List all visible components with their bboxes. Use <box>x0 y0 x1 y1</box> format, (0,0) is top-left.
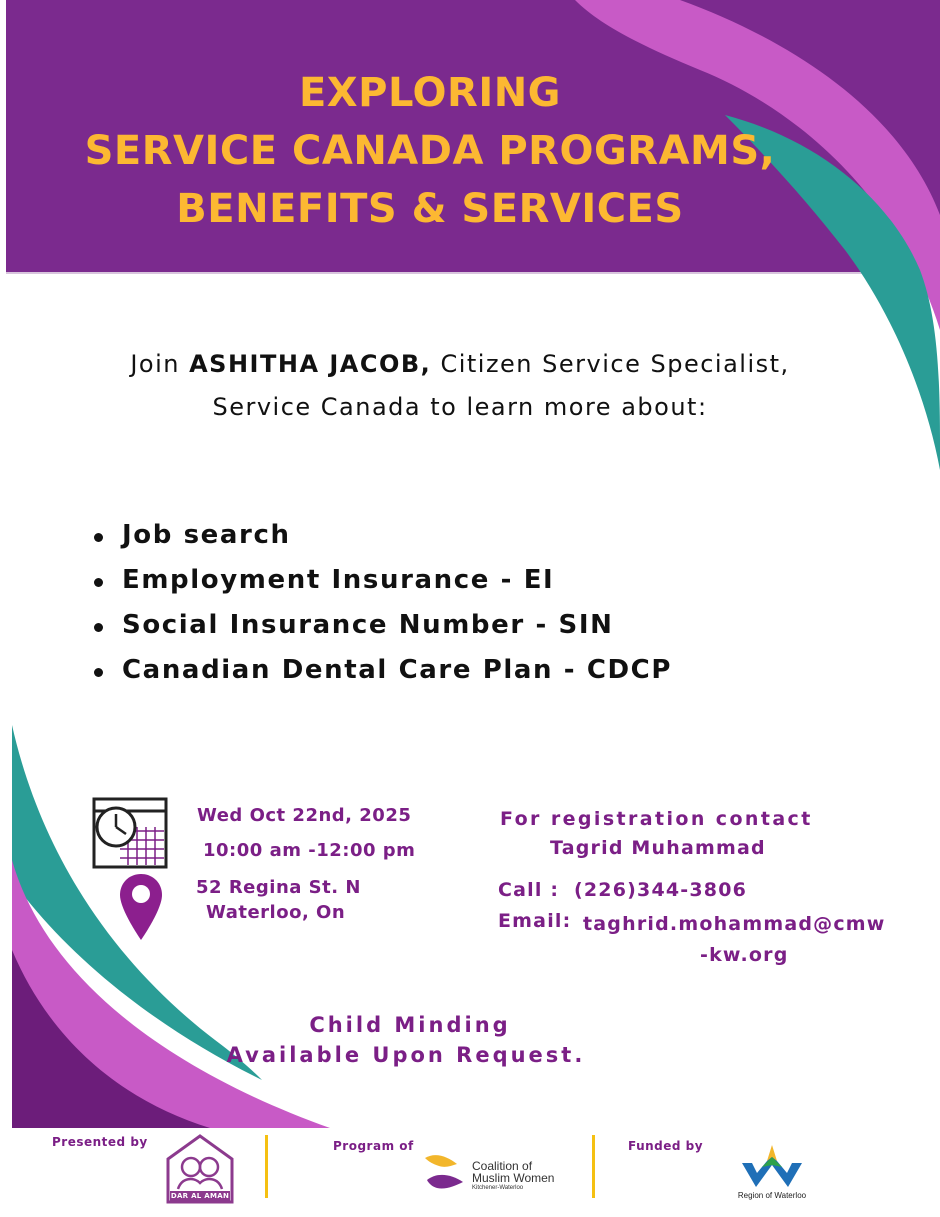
dar-al-aman-wordmark: DAR AL AMAN <box>170 1192 230 1200</box>
intro-join: Join <box>130 350 190 378</box>
funded-by-label: Funded by <box>628 1139 704 1153</box>
speaker-role: Citizen Service Specialist, <box>431 350 790 378</box>
cmw-line-2: Muslim Women <box>472 1171 555 1185</box>
topic-item: Employment Insurance - EI <box>122 565 555 595</box>
event-address-line-1: 52 Regina St. N <box>196 877 361 898</box>
title-line-1: EXPLORING <box>298 70 562 116</box>
topic-item: Social Insurance Number - SIN <box>122 610 614 640</box>
event-time: 10:00 am -12:00 pm <box>203 840 416 861</box>
region-of-waterloo-logo <box>740 1143 804 1189</box>
topic-item: Job search <box>122 520 291 550</box>
topic-item: Canadian Dental Care Plan - CDCP <box>122 655 673 685</box>
speaker-name: ASHITHA JACOB, <box>189 350 432 378</box>
intro-line-1 <box>0 350 920 378</box>
presented-by-label: Presented by <box>52 1135 148 1149</box>
phone-number[interactable]: (226)344-3806 <box>574 879 748 901</box>
footer-divider <box>265 1135 268 1198</box>
cmw-line-1: Coalition of <box>472 1159 533 1173</box>
cmw-line-3: Kitchener-Waterloo <box>472 1185 524 1191</box>
bullet-dot <box>94 668 103 677</box>
title-line-3: BENEFITS & SERVICES <box>176 186 684 232</box>
child-minding-line-1: Child Minding <box>309 1013 511 1037</box>
cmw-wordmark <box>472 1160 554 1192</box>
contact-name: Tagrid Muhammad <box>550 837 766 859</box>
cmw-hands-logo <box>423 1150 469 1196</box>
bullet-dot <box>94 623 103 632</box>
bullet-dot <box>94 578 103 587</box>
event-date: Wed Oct 22nd, 2025 <box>197 805 412 826</box>
registration-heading: For registration contact <box>500 808 813 830</box>
email-address-line-1[interactable]: taghrid.mohammad@cmw <box>583 913 886 935</box>
call-label: Call : <box>498 879 560 901</box>
location-pin-icon <box>118 872 164 942</box>
intro-line-2: Service Canada to learn more about: <box>212 393 708 421</box>
title-line-2: SERVICE CANADA PROGRAMS, <box>84 128 776 174</box>
bullet-dot <box>94 533 103 542</box>
region-wordmark: Region of Waterloo <box>737 1191 807 1200</box>
child-minding-line-2: Available Upon Request. <box>226 1043 586 1067</box>
email-address-line-2[interactable]: -kw.org <box>700 944 789 966</box>
dar-al-aman-logo <box>164 1133 236 1205</box>
footer-divider <box>592 1135 595 1198</box>
calendar-clock-icon <box>92 797 168 869</box>
program-of-label: Program of <box>333 1139 414 1153</box>
email-label: Email: <box>498 910 572 932</box>
event-address-line-2: Waterloo, On <box>206 902 346 923</box>
